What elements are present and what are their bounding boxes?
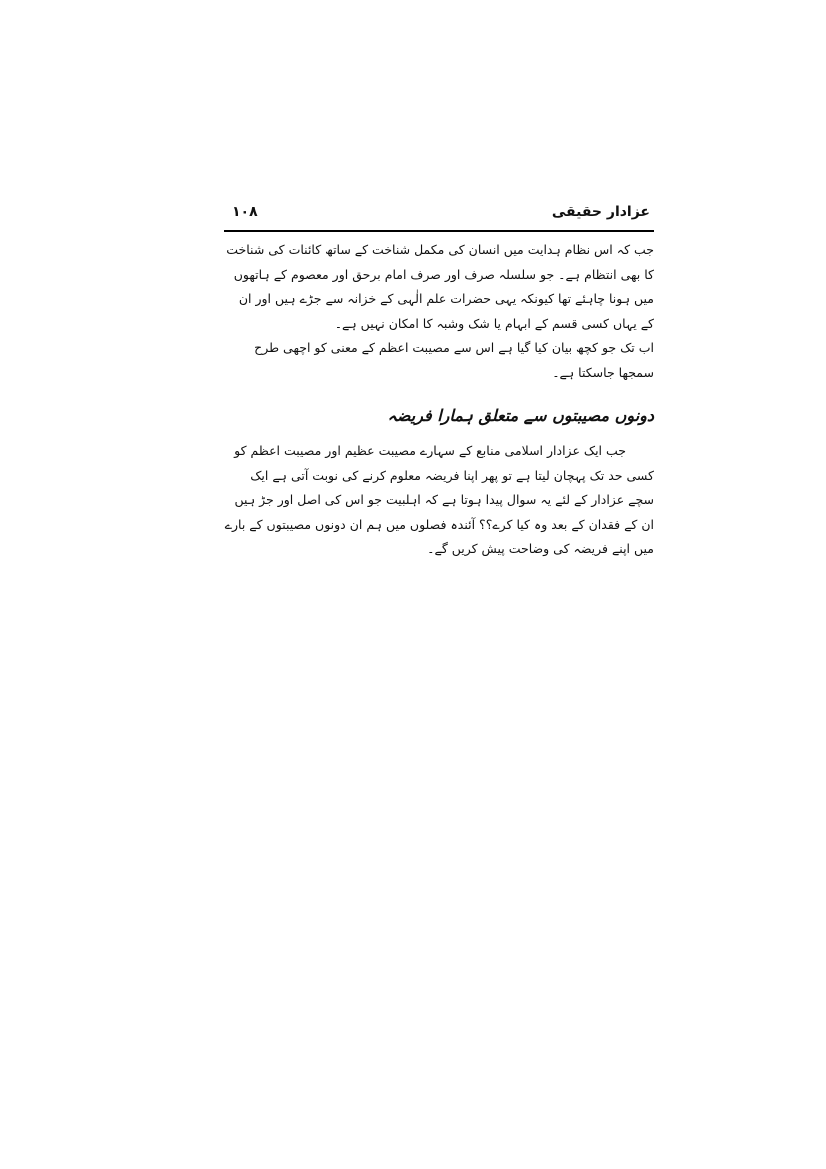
header-rule (224, 230, 654, 232)
paragraph-2: اب تک جو کچھ بیان کیا گیا ہے اس سے مصیبت اعظم کے معنی کو اچھی طرح سمجھا جاسکتا ہے۔ (254, 340, 654, 380)
paragraph-3: جب ایک عزادار اسلامی منابع کے سہارے مصیبت عظیم اور مصیبت اعظم کو کسی حد تک پہچان لیتا ہے تو پھر اپنا فریضہ معلوم کرنے کی نوبت آتی ہے ایک سچے عزادار کے لئے یہ سوال پیدا ہوتا ہے کہ اہلبیت جو اس کی اصل اور جڑ ہیں ان کے فقدان کے بعد وہ کیا کرے؟؟ آئندہ فصلوں میں ہم ان دونوں مصیبتوں کے بارے میں اپنے فریضہ کی وضاحت پیش کریں گے۔ (224, 443, 654, 556)
running-title: عزادار حقیقی (551, 204, 650, 220)
body-text (224, 238, 654, 562)
paragraph-1: جب کہ اس نظام ہدایت میں انسان کی مکمل شناخت کے ساتھ کائنات کی شناخت کا بھی انتظام ہے۔ جو سلسلہ صرف اور صرف امام برحق اور معصوم کے ہاتھوں میں ہونا چاہئے تھا کیونکہ یہی حضرات علم الٰہی کے خزانہ سے جڑے ہیں اور ان کے یہاں کسی قسم کے ابہام یا شک وشبہ کا امکان نہیں ہے۔ (226, 242, 654, 331)
page-header (224, 204, 654, 230)
section-heading: دونوں مصیبتوں سے متعلق ہمارا فریضہ (387, 406, 654, 425)
page-number: ۱۰۸ (232, 204, 258, 220)
